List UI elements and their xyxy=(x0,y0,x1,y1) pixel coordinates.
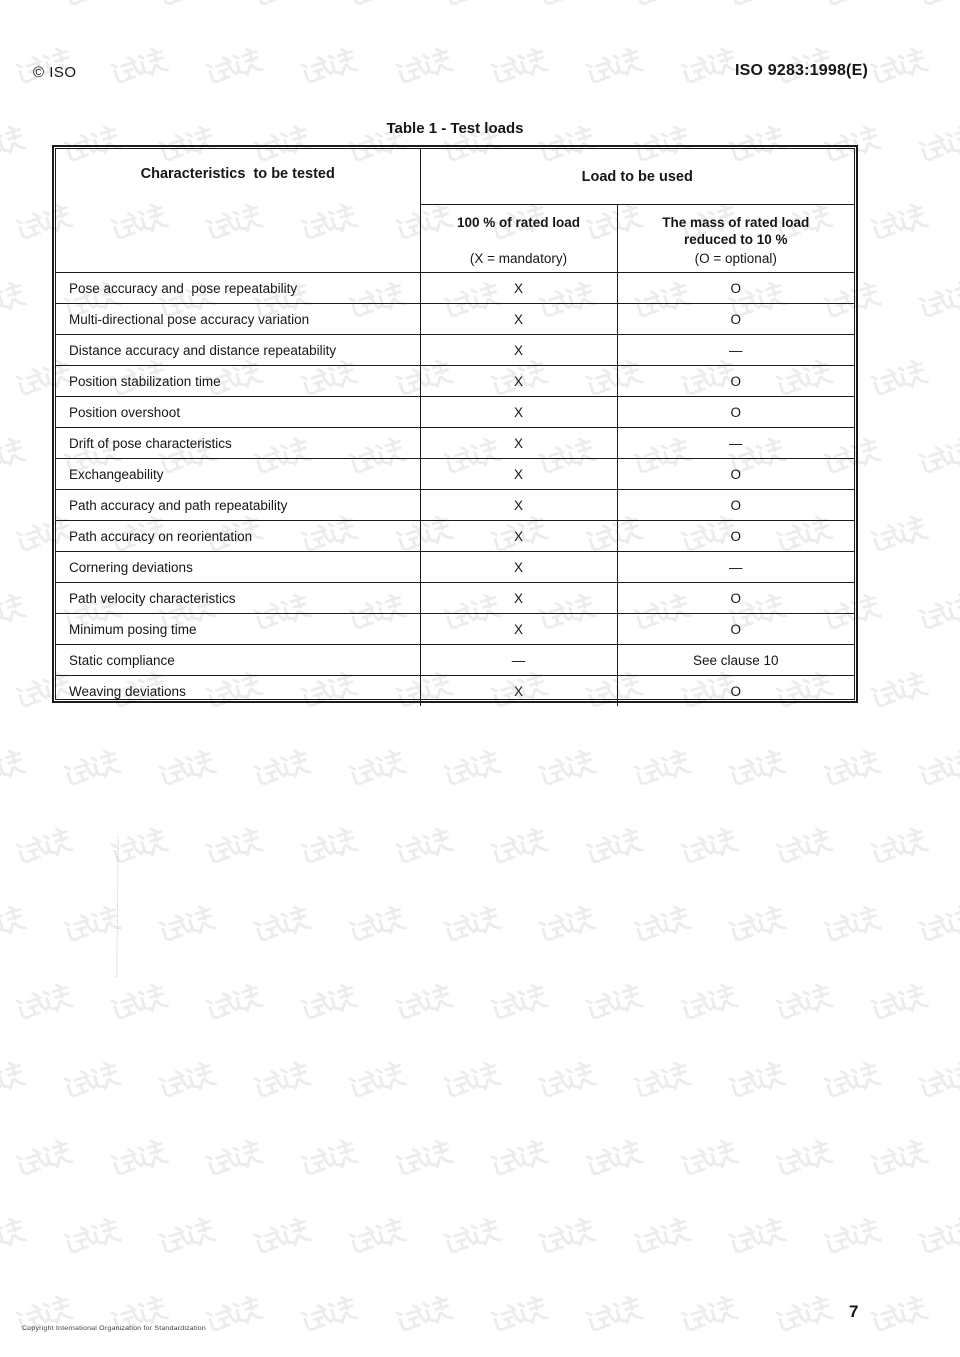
col-header-reduced-load xyxy=(617,205,854,273)
row-full-load-value: X xyxy=(420,428,617,459)
row-characteristic-label: Static compliance xyxy=(56,645,420,676)
col-header-load: Load to be used xyxy=(420,149,854,205)
watermark xyxy=(295,822,363,875)
table-row xyxy=(56,428,854,459)
row-characteristic-label: Distance accuracy and distance repeatability xyxy=(56,335,420,366)
watermark xyxy=(153,0,221,16)
row-full-load-value: X xyxy=(420,490,617,521)
watermark xyxy=(818,744,886,797)
watermark xyxy=(390,42,458,95)
watermark xyxy=(438,744,506,797)
watermark xyxy=(105,822,173,875)
table-body xyxy=(56,273,854,707)
footer-copyright: Copyright International Organization for Standardization xyxy=(22,1325,206,1332)
row-characteristic-label: Pose accuracy and pose repeatability xyxy=(56,273,420,304)
watermark xyxy=(58,1212,126,1265)
full-load-note: (X = mandatory) xyxy=(469,251,568,266)
watermark xyxy=(628,900,696,953)
row-full-load-value: X xyxy=(420,366,617,397)
row-reduced-load-value: — xyxy=(617,428,854,459)
row-reduced-load-value: O xyxy=(617,490,854,521)
watermark xyxy=(675,1134,743,1187)
row-characteristic-label: Drift of pose characteristics xyxy=(56,428,420,459)
watermark xyxy=(675,42,743,95)
watermark xyxy=(485,1134,553,1187)
watermark xyxy=(628,744,696,797)
watermark xyxy=(0,120,31,173)
row-reduced-load-value: O xyxy=(617,676,854,707)
row-characteristic-label: Minimum posing time xyxy=(56,614,420,645)
reduced-load-note: (O = optional) xyxy=(694,251,777,266)
full-load-line: 100 % of rated load xyxy=(456,215,581,230)
row-reduced-load-value: O xyxy=(617,273,854,304)
watermark xyxy=(438,0,506,16)
row-reduced-load-value: O xyxy=(617,366,854,397)
watermark xyxy=(818,900,886,953)
col-header-full-load xyxy=(420,205,617,273)
watermark xyxy=(723,744,791,797)
watermark xyxy=(200,42,268,95)
watermark xyxy=(913,1212,960,1265)
watermark xyxy=(390,1290,458,1343)
watermark xyxy=(248,1056,316,1109)
watermark xyxy=(438,1212,506,1265)
watermark xyxy=(248,0,316,16)
col-header-characteristics: Characteristics to be tested xyxy=(56,149,420,273)
watermark xyxy=(343,1056,411,1109)
watermark xyxy=(675,822,743,875)
watermark xyxy=(865,42,933,95)
row-reduced-load-value: O xyxy=(617,521,854,552)
row-full-load-value: X xyxy=(420,583,617,614)
row-full-load-value: X xyxy=(420,521,617,552)
header-row-1 xyxy=(56,149,854,205)
row-full-load-value: X xyxy=(420,676,617,707)
publisher-mark: © ISO xyxy=(33,64,77,81)
watermark xyxy=(0,900,31,953)
watermark xyxy=(200,1290,268,1343)
row-characteristic-label: Exchangeability xyxy=(56,459,420,490)
watermark xyxy=(818,1212,886,1265)
table-row xyxy=(56,459,854,490)
row-reduced-load-value: O xyxy=(617,583,854,614)
watermark xyxy=(865,666,933,719)
watermark xyxy=(865,510,933,563)
watermark xyxy=(913,1056,960,1109)
watermark xyxy=(0,1212,31,1265)
table-row xyxy=(56,490,854,521)
watermark xyxy=(723,1056,791,1109)
watermark xyxy=(248,1212,316,1265)
watermark xyxy=(0,588,31,641)
watermark xyxy=(533,900,601,953)
watermark xyxy=(343,1212,411,1265)
row-full-load-value: X xyxy=(420,614,617,645)
watermark xyxy=(153,1212,221,1265)
reduced-load-line2: reduced to 10 % xyxy=(683,232,788,247)
watermark xyxy=(675,1290,743,1343)
watermark xyxy=(295,1290,363,1343)
watermark xyxy=(865,978,933,1031)
watermark xyxy=(865,354,933,407)
table-row xyxy=(56,521,854,552)
table-row xyxy=(56,583,854,614)
watermark xyxy=(580,978,648,1031)
watermark xyxy=(913,588,960,641)
watermark xyxy=(913,120,960,173)
row-full-load-value: X xyxy=(420,397,617,428)
watermark xyxy=(580,1290,648,1343)
watermark xyxy=(295,1134,363,1187)
row-full-load-value: X xyxy=(420,552,617,583)
watermark xyxy=(295,978,363,1031)
watermark xyxy=(343,744,411,797)
watermark xyxy=(865,198,933,251)
row-characteristic-label: Path accuracy on reorientation xyxy=(56,521,420,552)
watermark xyxy=(153,744,221,797)
table-row xyxy=(56,552,854,583)
row-full-load-value: X xyxy=(420,335,617,366)
watermark xyxy=(0,0,31,16)
watermark xyxy=(628,1212,696,1265)
watermark xyxy=(10,822,78,875)
watermark xyxy=(0,432,31,485)
table-row xyxy=(56,335,854,366)
row-characteristic-label: Cornering deviations xyxy=(56,552,420,583)
row-characteristic-label: Multi-directional pose accuracy variation xyxy=(56,304,420,335)
watermark xyxy=(0,1056,31,1109)
watermark xyxy=(485,42,553,95)
watermark xyxy=(343,900,411,953)
watermark xyxy=(580,42,648,95)
scan-artifact-line xyxy=(116,836,118,977)
watermark xyxy=(628,0,696,16)
row-characteristic-label: Path velocity characteristics xyxy=(56,583,420,614)
table-row xyxy=(56,273,854,304)
watermark xyxy=(580,1134,648,1187)
watermark xyxy=(723,1212,791,1265)
watermark xyxy=(105,1290,173,1343)
watermark xyxy=(248,744,316,797)
watermark xyxy=(580,822,648,875)
row-reduced-load-value: O xyxy=(617,459,854,490)
watermark xyxy=(770,1290,838,1343)
row-reduced-load-value: See clause 10 xyxy=(617,645,854,676)
watermark xyxy=(818,0,886,16)
watermark xyxy=(343,0,411,16)
watermark xyxy=(533,744,601,797)
watermark xyxy=(0,744,31,797)
watermark xyxy=(438,1056,506,1109)
watermark xyxy=(485,822,553,875)
table-row xyxy=(56,397,854,428)
watermark xyxy=(628,1056,696,1109)
watermark xyxy=(533,1212,601,1265)
watermark xyxy=(58,1056,126,1109)
table-row xyxy=(56,304,854,335)
table-row xyxy=(56,676,854,707)
page-number: 7 xyxy=(849,1302,859,1321)
row-characteristic-label: Path accuracy and path repeatability xyxy=(56,490,420,521)
watermark xyxy=(675,978,743,1031)
row-reduced-load-value: O xyxy=(617,397,854,428)
watermark xyxy=(390,978,458,1031)
watermark xyxy=(913,900,960,953)
row-reduced-load-value: O xyxy=(617,614,854,645)
row-full-load-value: X xyxy=(420,459,617,490)
row-reduced-load-value: O xyxy=(617,304,854,335)
watermark xyxy=(58,744,126,797)
watermark xyxy=(105,978,173,1031)
watermark xyxy=(865,822,933,875)
row-full-load-value: X xyxy=(420,304,617,335)
document-reference: ISO 9283:1998(E) xyxy=(734,62,868,79)
table-row xyxy=(56,614,854,645)
watermark xyxy=(200,978,268,1031)
test-loads-table xyxy=(52,145,858,703)
row-characteristic-label: Weaving deviations xyxy=(56,676,420,707)
watermark xyxy=(0,276,31,329)
table-title: Table 1 - Test loads xyxy=(386,120,524,137)
watermark xyxy=(533,1056,601,1109)
watermark xyxy=(723,900,791,953)
watermark xyxy=(105,42,173,95)
watermark xyxy=(248,900,316,953)
watermark xyxy=(153,900,221,953)
watermark xyxy=(438,900,506,953)
watermark xyxy=(913,432,960,485)
watermark xyxy=(913,0,960,16)
watermark xyxy=(153,1056,221,1109)
watermark xyxy=(10,1290,78,1343)
row-characteristic-label: Position overshoot xyxy=(56,397,420,428)
watermark xyxy=(10,1134,78,1187)
watermark xyxy=(10,978,78,1031)
watermark xyxy=(913,276,960,329)
table-row xyxy=(56,645,854,676)
watermark xyxy=(865,1290,933,1343)
watermark xyxy=(533,0,601,16)
watermark xyxy=(295,42,363,95)
watermark xyxy=(770,1134,838,1187)
watermark xyxy=(200,822,268,875)
watermark xyxy=(58,0,126,16)
watermark xyxy=(390,1134,458,1187)
watermark xyxy=(485,1290,553,1343)
watermark xyxy=(913,744,960,797)
watermark xyxy=(818,1056,886,1109)
watermark xyxy=(770,822,838,875)
watermark xyxy=(390,822,458,875)
row-characteristic-label: Position stabilization time xyxy=(56,366,420,397)
row-full-load-value: — xyxy=(420,645,617,676)
watermark xyxy=(770,978,838,1031)
reduced-load-line1: The mass of rated load xyxy=(662,215,810,230)
row-reduced-load-value: — xyxy=(617,335,854,366)
table-row xyxy=(56,366,854,397)
row-reduced-load-value: — xyxy=(617,552,854,583)
watermark xyxy=(485,978,553,1031)
row-full-load-value: X xyxy=(420,273,617,304)
watermark xyxy=(105,1134,173,1187)
watermark xyxy=(723,0,791,16)
watermark xyxy=(200,1134,268,1187)
watermark xyxy=(865,1134,933,1187)
